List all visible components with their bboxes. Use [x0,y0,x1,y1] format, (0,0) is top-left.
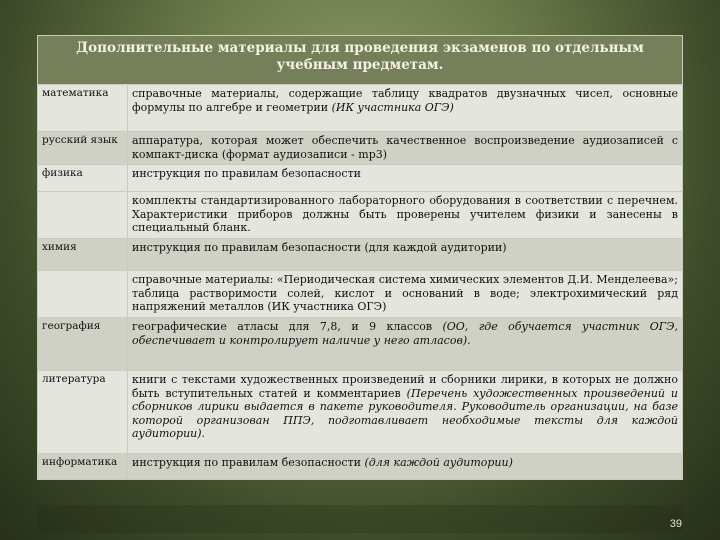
description-cell [128,371,683,454]
description-cell [128,318,683,371]
materials-table [37,35,683,480]
table-row [38,371,683,454]
description-text: инструкция по правилам безопасности (для каждой аудитории) [132,241,507,254]
footer-band [37,505,683,533]
subject-cell: математика [38,85,128,132]
description-cell [128,85,683,132]
table-row [38,192,683,239]
subject-cell: русский язык [38,132,128,165]
description-text: аппаратура, которая может обеспечить качественное воспроизведение аудиозаписей с компакт-диска (формат аудиозаписи - mp3) [132,134,678,161]
table-body [38,85,683,480]
description-cell [128,192,683,239]
subject-cell [38,192,128,239]
description-note: (ОО, где обучается участник ОГЭ, обеспечивает и контролирует наличие у него атласов). [132,320,678,347]
table-row [38,85,683,132]
description-note: (для каждой аудитории) [364,456,513,469]
table-header-row [38,36,683,85]
subject-cell: информатика [38,454,128,480]
description-text: справочные материалы: «Периодическая система химических элементов Д.И. Менделеева»; таблица растворимости солей, кислот и оснований в воде; электрохимический ряд напряжений металлов (ИК участника ОГЭ) [132,273,678,313]
description-text: книги с текстами художественных произведений и сборники лирики, в которых не должно быть вступительных статей и комментариев [132,373,678,400]
subject-cell [38,271,128,318]
subject-cell: физика [38,165,128,192]
table-row [38,271,683,318]
description-note: (ИК участника ОГЭ) [331,100,454,114]
description-text: инструкция по правилам безопасности [132,167,361,180]
table-row [38,165,683,192]
description-cell [128,239,683,271]
description-note: (Перечень художественных произведений и сборников лирики выдается в пакете руководителя. Руководитель организации, на базе которой организован ППЭ, подготавливает необходимые тексты для каждой аудитории). [132,386,678,440]
table-row [38,239,683,271]
description-text: справочные материалы, содержащие таблицу квадратов двузначных чисел, основные формулы по алгебре и геометрии [132,87,678,114]
table-row [38,318,683,371]
subject-cell: география [38,318,128,371]
page-number: 39 [669,518,682,530]
description-text: инструкция по правилам безопасности [132,456,365,469]
description-cell [128,271,683,318]
description-text: географические атласы для 7,8, и 9 классов [132,320,443,333]
description-text: комплекты стандартизированного лабораторного оборудования в соответствии с перечнем. Характеристики приборов должны быть проверены учителем физики и занесены в специальный бланк. [132,194,678,234]
description-cell [128,132,683,165]
table-row [38,454,683,480]
subject-cell: литература [38,371,128,454]
table-header: Дополнительные материалы для проведения экзаменов по отдельным учебным предметам. [38,36,683,85]
description-cell [128,454,683,480]
subject-cell: химия [38,239,128,271]
description-cell [128,165,683,192]
table-row [38,132,683,165]
